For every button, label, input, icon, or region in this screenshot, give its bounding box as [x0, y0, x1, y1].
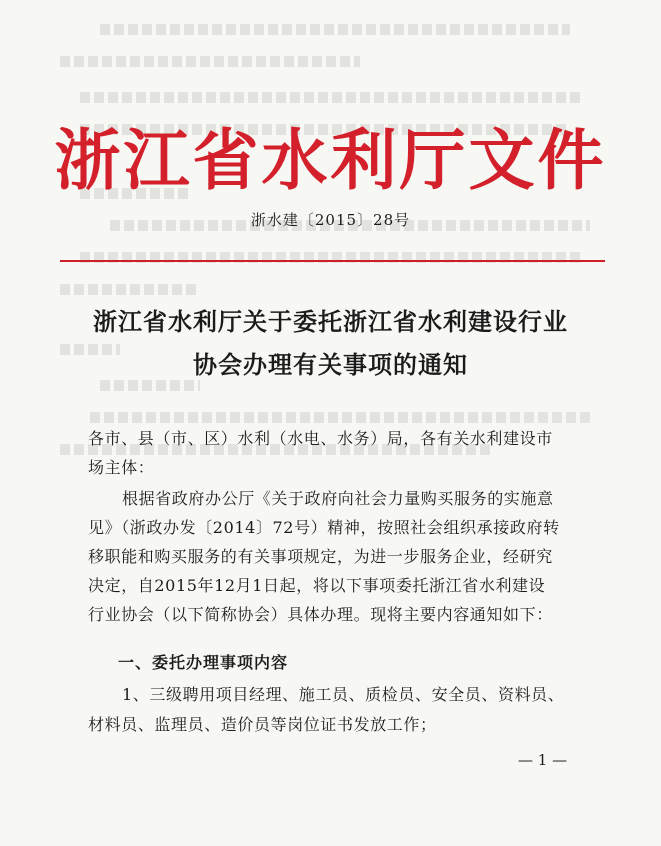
document-title-line-1: 浙江省水利厅关于委托浙江省水利建设行业 — [93, 307, 568, 336]
document-number: 浙水建〔2015〕28号 — [250, 211, 411, 229]
salutation-line-1: 各市、县（市、区）水利（水电、水务）局，各有关水利建设市 — [88, 429, 553, 448]
body-paragraph-line-2: 见》（浙政办发〔2014〕72号）精神，按照社会组织承接政府转 — [88, 518, 560, 537]
reverse-side-bleed-through — [60, 0, 620, 480]
red-separator-rule — [60, 260, 605, 262]
item-1-line-2: 材料员、监理员、造价员等岗位证书发放工作； — [88, 715, 437, 734]
item-1-line-1: 1、三级聘用项目经理、施工员、质检员、安全员、资料员、 — [122, 685, 565, 704]
body-paragraph-line-5: 行业协会（以下简称协会）具体办理。现将主要内容通知如下： — [88, 605, 553, 624]
document-title-line-2: 协会办理有关事项的通知 — [193, 350, 468, 379]
body-paragraph-line-1: 根据省政府办公厅《关于政府向社会力量购买服务的实施意 — [122, 489, 554, 508]
issuing-authority-header: 浙江省水利厅文件 — [54, 121, 607, 199]
salutation-line-2: 场主体： — [88, 458, 155, 477]
body-paragraph-line-4: 决定，自2015年12月1日起，将以下事项委托浙江省水利建设 — [88, 576, 546, 595]
body-paragraph-line-3: 移职能和购买服务的有关事项规定，为进一步服务企业，经研究 — [88, 547, 553, 566]
page-number: — 1 — — [518, 751, 568, 769]
section-heading-1: 一、委托办理事项内容 — [118, 653, 289, 672]
